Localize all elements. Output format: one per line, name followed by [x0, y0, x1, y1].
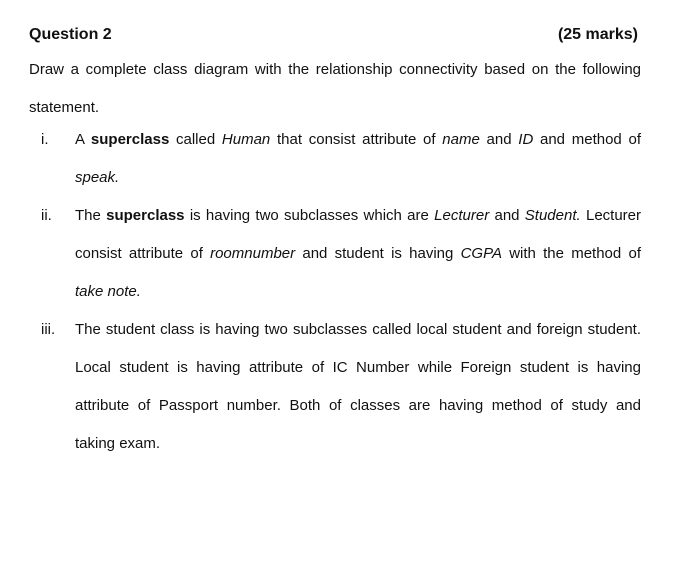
italic-term: name — [442, 131, 480, 148]
text-span: Lecturer — [580, 207, 642, 224]
list-item-text — [75, 197, 641, 311]
list-item-line: The student class is having two subclasses called local student and foreign student. — [75, 321, 641, 338]
text-span: and student is having — [295, 245, 461, 262]
text-span: A — [75, 131, 91, 148]
text-span: The — [75, 207, 107, 224]
intro-line-2: statement. — [29, 99, 100, 116]
italic-term: take note. — [75, 283, 141, 300]
list-item-text — [75, 121, 641, 197]
text-span: and — [489, 207, 525, 224]
list-item-text — [75, 311, 641, 463]
list-item-line: taking exam. — [75, 435, 161, 452]
italic-term: CGPA — [460, 245, 502, 262]
question-intro — [29, 51, 641, 127]
text-span: is having two subclasses which are — [184, 207, 435, 224]
text-span: consist attribute of — [75, 245, 211, 262]
question-title: Question 2 — [29, 26, 112, 43]
list-item-number: ii. — [41, 207, 52, 224]
text-span: and — [479, 131, 519, 148]
italic-term: roomnumber — [210, 245, 296, 262]
list-item-line: Local student is having attribute of IC Number while Foreign student is having — [75, 359, 641, 376]
italic-term: ID — [518, 131, 534, 148]
italic-term: Student. — [524, 207, 581, 224]
text-span: and method of — [533, 131, 641, 148]
bold-term: superclass — [106, 207, 185, 224]
italic-term: Human — [221, 131, 271, 148]
list-item-number: i. — [41, 131, 49, 148]
italic-term: Lecturer — [434, 207, 490, 224]
list-item-line — [75, 197, 641, 235]
bold-term: superclass — [90, 131, 170, 148]
question-header — [29, 24, 638, 46]
text-span: with the method of — [501, 245, 641, 262]
intro-line-1: Draw a complete class diagram with the relationship connectivity based on the following — [29, 61, 641, 78]
list-item-line: attribute of Passport number. Both of classes are having method of study and — [75, 397, 641, 414]
text-span: called — [169, 131, 222, 148]
list-item-line — [75, 159, 641, 197]
list-item-line — [75, 235, 641, 273]
question-marks: (25 marks) — [557, 26, 638, 43]
italic-term: speak. — [75, 169, 120, 186]
list-item-line — [75, 273, 641, 311]
text-span: that consist attribute of — [270, 131, 443, 148]
list-item-line — [75, 121, 641, 159]
list-item-number: iii. — [41, 321, 56, 338]
